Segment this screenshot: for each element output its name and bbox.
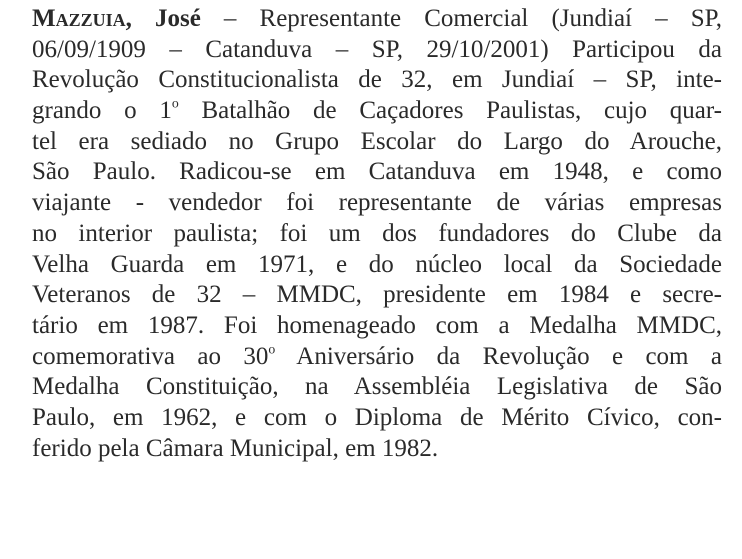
text-line-15: ferido pela Câmara Municipal, em 1982. bbox=[32, 434, 439, 462]
text-line-4-before: grando o 1 bbox=[32, 97, 172, 125]
text-line-10: Veteranos de 32 – MMDC, presidente em 1984 e secre- bbox=[32, 281, 722, 309]
ordinal-indicator: o bbox=[171, 95, 179, 111]
text-line-8: no interior paulista; foi um dos fundadores do Clube da bbox=[32, 219, 722, 247]
text-line-1-content: – Representante Comercial (Jundiaí – SP, bbox=[223, 5, 723, 32]
text-line-12 bbox=[32, 342, 722, 373]
ordinal-indicator: o bbox=[268, 341, 276, 357]
biography-entry bbox=[32, 4, 722, 464]
text-line-9: Velha Guarda em 1971, e do núcleo local da Sociedade bbox=[32, 250, 722, 278]
text-line-3: Revolução Constitucionalista de 32, em Jundiaí – SP, inte- bbox=[32, 66, 722, 94]
text-line-14: Paulo, em 1962, e com o Diploma de Mérito Cívico, con- bbox=[32, 403, 722, 431]
text-line-4-after: Batalhão de Caçadores Paulistas, cujo quar- bbox=[178, 97, 723, 125]
text-line-12-before: comemorativa ao 30 bbox=[32, 342, 269, 370]
text-line-4 bbox=[32, 96, 722, 127]
text-line-11: tário em 1987. Foi homenageado com a Medalha MMDC, bbox=[32, 311, 722, 339]
text-line-2: 06/09/1909 – Catanduva – SP, 29/10/2001) Participou da bbox=[32, 35, 722, 63]
entry-given-name: José bbox=[154, 5, 201, 32]
text-line-7: viajante - vendedor foi representante de várias empresas bbox=[32, 189, 722, 217]
text-line-6: São Paulo. Radicou-se em Catanduva em 1948, e como bbox=[32, 158, 722, 186]
text-line-12-after: Aniversário da Revolução e com a bbox=[275, 342, 722, 370]
entry-surname: Mazzuia, bbox=[32, 5, 132, 32]
text-line-5: tel era sediado no Grupo Escolar do Largo do Arouche, bbox=[32, 127, 722, 155]
text-line-1 bbox=[32, 4, 722, 35]
text-line-13: Medalha Constituição, na Assembléia Legislativa de São bbox=[32, 373, 722, 401]
